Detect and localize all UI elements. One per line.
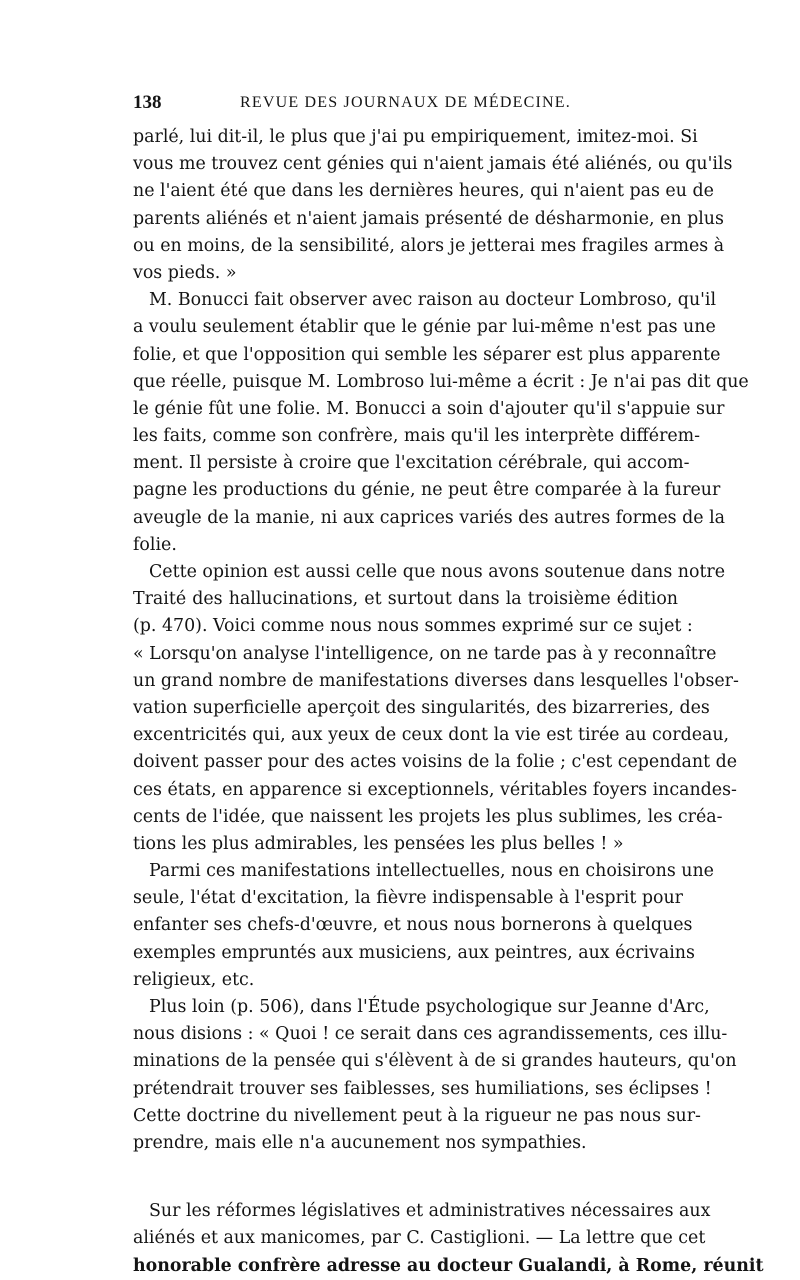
text-line: parlé, lui dit-il, le plus que j'ai pu empiriquement, imitez-moi. Si — [133, 127, 698, 147]
text-line: Traité des hallucinations, et surtout dans la troisième édition — [133, 589, 678, 610]
page-body — [133, 124, 764, 1280]
text-line: pagne les productions du génie, ne peut être comparée à la fureur — [133, 480, 721, 501]
text-line: ment. Il persiste à croire que l'excitation cérébrale, qui accom- — [133, 453, 690, 474]
text-line: tions les plus admirables, les pensées les plus belles ! » — [133, 833, 624, 854]
text-line: religieux, etc. — [133, 969, 255, 990]
text-line: vos pieds. » — [133, 262, 237, 283]
text-line: ne l'aient été que dans les dernières heures, qui n'aient pas eu de — [133, 181, 714, 202]
text-line: Plus loin (p. 506), dans l'Étude psychologique sur Jeanne d'Arc, — [149, 997, 710, 1017]
text-line: Cette doctrine du nivellement peut à la rigueur ne pas nous sur- — [133, 1105, 701, 1126]
text-line: le génie fût une folie. M. Bonucci a soin d'ajouter qu'il s'appuie sur — [133, 398, 725, 419]
text-line: Parmi ces manifestations intellectuelles, nous en choisirons une — [149, 861, 714, 882]
text-line: ces états, en apparence si exceptionnels, véritables foyers incandes- — [133, 779, 737, 800]
text-line: « Lorsqu'on analyse l'intelligence, on ne tarde pas à y reconnaître — [133, 643, 717, 664]
text-line: M. Bonucci fait observer avec raison au docteur Lombroso, qu'il — [149, 290, 717, 311]
text-line: parents aliénés et n'aient jamais présenté de désharmonie, en plus — [133, 208, 724, 229]
text-line: folie, et que l'opposition qui semble les séparer est plus apparente — [133, 344, 721, 365]
section-gap — [133, 1157, 678, 1198]
text-line: les faits, comme son confrère, mais qu'il les interprète différem- — [133, 426, 701, 447]
text-line: vous me trouvez cent génies qui n'aient jamais été aliénés, ou qu'ils — [133, 154, 733, 175]
text-line: seule, l'état d'excitation, la fièvre indispensable à l'esprit pour — [133, 888, 683, 909]
page-number: 138 — [133, 92, 162, 113]
text-line: excentricités qui, aux yeux de ceux dont la vie est tirée au cordeau, — [133, 725, 730, 746]
text-line: aveugle de la manie, ni aux caprices variés des autres formes de la — [133, 507, 726, 528]
text-line: aliénés et aux manicomes, par C. Castiglioni. — La lettre que cet — [133, 1228, 706, 1249]
text-line: prétendrait trouver ses faiblesses, ses humiliations, ses éclipses ! — [133, 1078, 712, 1099]
text-line: honorable confrère adresse au docteur Gualandi, à Rome, réunit — [133, 1255, 764, 1276]
text-line: vation superficielle aperçoit des singularités, des bizarreries, des — [133, 697, 710, 718]
text-line: doivent passer pour des actes voisins de la folie ; c'est cependant de — [133, 752, 738, 773]
text-line: (p. 470). Voici comme nous nous sommes exprimé sur ce sujet : — [133, 616, 693, 637]
text-line: un grand nombre de manifestations diverses dans lesquelles l'obser- — [133, 670, 739, 691]
text-line: exemples empruntés aux musiciens, aux peintres, aux écrivains — [133, 942, 695, 963]
text-line: cents de l'idée, que naissent les projets les plus sublimes, les créa- — [133, 806, 723, 827]
text-line: ou en moins, de la sensibilité, alors je jetterai mes fragiles armes à — [133, 235, 725, 256]
running-title: REVUE DES JOURNAUX DE MÉDECINE. — [240, 94, 571, 111]
text-line: prendre, mais elle n'a aucunement nos sympathies. — [133, 1132, 587, 1153]
text-line: a voulu seulement établir que le génie par lui-même n'est pas une — [133, 317, 716, 338]
text-line: Sur les réformes législatives et administratives nécessaires aux — [149, 1201, 711, 1222]
text-line: nous disions : « Quoi ! ce serait dans ces agrandissements, ces illu- — [133, 1024, 728, 1045]
text-line: Cette opinion est aussi celle que nous avons soutenue dans notre — [149, 562, 726, 582]
text-line: folie. — [133, 534, 177, 555]
text-line: enfanter ses chefs-d'œuvre, et nous nous bornerons à quelques — [133, 915, 693, 936]
text-line: minations de la pensée qui s'élèvent à de si grandes hauteurs, qu'on — [133, 1051, 737, 1072]
page-header — [133, 92, 678, 116]
text-line: que réelle, puisque M. Lombroso lui-même a écrit : Je n'ai pas dit que — [133, 371, 749, 392]
